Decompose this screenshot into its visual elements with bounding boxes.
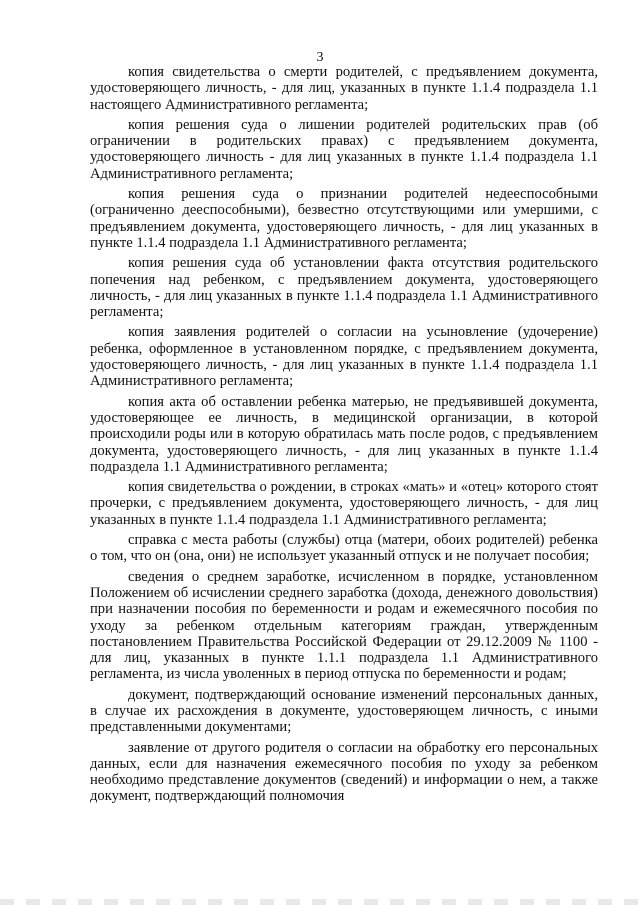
scan-edge	[0, 899, 640, 905]
paragraph-absence-care: копия решения суда об установлении факта отсутствия родительского попечения над ребенком, с предъявлением документа, удостоверяющего личность, - для лиц указанных в пункте 1.1.4 подраздела 1.1 Административного регламента;	[90, 255, 598, 321]
paragraph-average-earnings: сведения о среднем заработке, исчисленном в порядке, установленном Положением об исчислении среднего заработка (дохода, денежного довольствия) при назначении пособия по беременности и родам и ежемесячного пособия по уходу за ребенком отдельным категориям граждан, утвержденным постановлением Правительства Российской Федерации от 29.12.2009 № 1100 - для лиц, указанных в пункте 1.1.1 подраздела 1.1 Административного регламента, из числа уволенных в период отпуска по беременности и родам;	[90, 568, 598, 683]
paragraph-death-certificate: копия свидетельства о смерти родителей, с предъявлением документа, удостоверяющего личность, - для лиц, указанных в пункте 1.1.4 подраздела 1.1 настоящего Административного регламента;	[90, 64, 598, 113]
paragraph-incapacity: копия решения суда о признании родителей недееспособными (ограниченно дееспособными), безвестно отсутствующими или умершими, с предъявлением документа, удостоверяющего личность, - для лиц указанных в пункте 1.1.4 подраздела 1.1 Административного регламента;	[90, 186, 598, 251]
paragraph-adoption-consent: копия заявления родителей о согласии на усыновление (удочерение) ребенка, оформленное в установленном порядке, с предъявлением документа, удостоверяющего личность, - для лиц указанных в пункте 1.1.4 подраздела 1.1 Административного регламента;	[90, 324, 598, 390]
document-body	[90, 64, 598, 809]
paragraph-birth-certificate: копия свидетельства о рождении, в строках «мать» и «отец» которого стоят прочерки, с предъявлением документа, удостоверяющего личность, - для лиц указанных в пункте 1.1.4 подраздела 1.1 Административного регламента;	[90, 479, 598, 528]
page-number: 3	[316, 50, 324, 65]
paragraph-consent-other-parent: заявление от другого родителя о согласии на обработку его персональных данных, если для назначения ежемесячного пособия по уходу за ребенком необходимо представление документов (сведений) и информации о нем, а также документ, подтверждающий полномочия	[90, 739, 598, 805]
paragraph-personal-data-change: документ, подтверждающий основание изменений персональных данных, в случае их расхождения в документе, удостоверяющем личность, с иными представленными документами;	[90, 686, 598, 736]
paragraph-employer-certificate: справка с места работы (службы) отца (матери, обоих родителей) ребенка о том, что он (она, они) не использует указанный отпуск и не получает пособия;	[90, 532, 598, 565]
paragraph-deprivation-rights: копия решения суда о лишении родителей родительских прав (об ограничении в родительских правах) с предъявлением документа, удостоверяющего личность - для лиц указанных в пункте 1.1.4 подраздела 1.1 Административного регламента;	[90, 116, 598, 182]
paragraph-abandonment-act: копия акта об оставлении ребенка матерью, не предъявившей документа, удостоверяющее ее личность, в медицинской организации, в которой происходили роды или в которую обратилась мать после родов, с предъявлением документа, удостоверяющего личность, - для лиц указанных в пункте 1.1.4 подраздела 1.1 Административного регламента;	[90, 393, 598, 475]
